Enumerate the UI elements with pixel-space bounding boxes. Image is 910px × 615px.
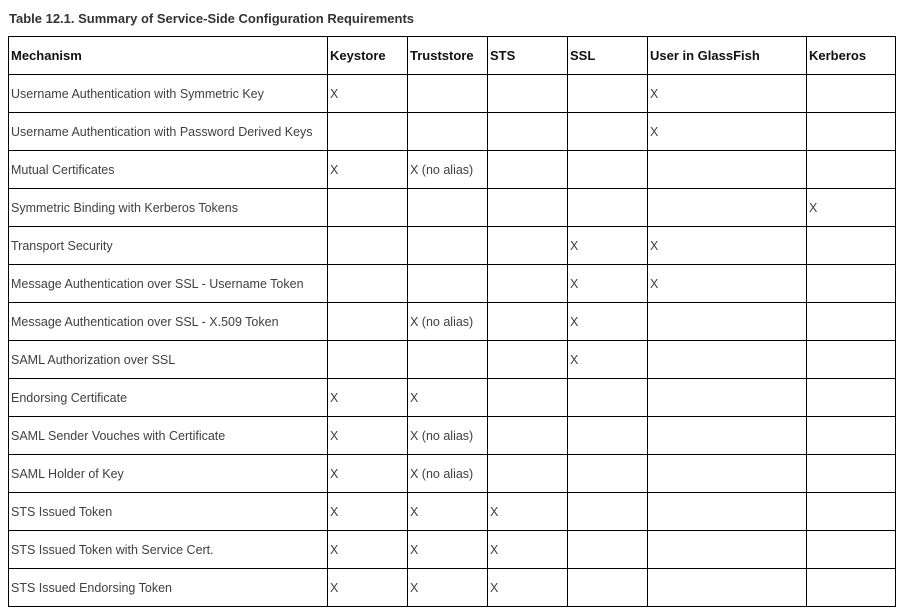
requirement-cell (807, 151, 896, 189)
requirement-cell: X (328, 531, 408, 569)
column-header-ssl: SSL (568, 37, 648, 75)
requirement-cell: X (488, 493, 568, 531)
column-header-user-in-glassfish: User in GlassFish (648, 37, 807, 75)
requirement-cell (408, 75, 488, 113)
table-row (9, 75, 896, 113)
requirement-cell (568, 75, 648, 113)
requirement-cell (807, 493, 896, 531)
mechanism-cell: STS Issued Endorsing Token (9, 569, 328, 607)
requirement-cell (488, 75, 568, 113)
requirement-cell: X (no alias) (408, 151, 488, 189)
requirement-cell: X (568, 303, 648, 341)
mechanism-cell: SAML Holder of Key (9, 455, 328, 493)
requirement-cell: X (328, 493, 408, 531)
requirement-cell (328, 227, 408, 265)
table-row (9, 379, 896, 417)
table-row (9, 303, 896, 341)
table-row (9, 531, 896, 569)
requirement-cell (807, 569, 896, 607)
requirement-cell (648, 189, 807, 227)
requirement-cell (568, 189, 648, 227)
requirement-cell (807, 265, 896, 303)
requirement-cell (488, 379, 568, 417)
requirement-cell (648, 455, 807, 493)
requirement-cell (648, 569, 807, 607)
table-caption: Table 12.1. Summary of Service-Side Configuration Requirements (9, 11, 415, 26)
table-row (9, 227, 896, 265)
mechanism-cell: STS Issued Token (9, 493, 328, 531)
mechanism-cell: Username Authentication with Symmetric Key (9, 75, 328, 113)
table-row (9, 265, 896, 303)
requirement-cell: X (488, 569, 568, 607)
requirement-cell (328, 341, 408, 379)
requirement-cell (488, 151, 568, 189)
requirement-cell (488, 113, 568, 151)
requirement-cell (488, 341, 568, 379)
mechanism-cell: SAML Authorization over SSL (9, 341, 328, 379)
requirement-cell (408, 265, 488, 303)
requirement-cell: X (no alias) (408, 455, 488, 493)
requirement-cell (568, 113, 648, 151)
requirement-cell: X (648, 227, 807, 265)
mechanism-cell: Message Authentication over SSL - Username Token (9, 265, 328, 303)
table-row (9, 341, 896, 379)
requirement-cell (568, 569, 648, 607)
requirement-cell (807, 113, 896, 151)
requirements-table (8, 36, 896, 607)
requirement-cell (807, 531, 896, 569)
requirement-cell (488, 455, 568, 493)
requirement-cell (488, 189, 568, 227)
requirement-cell: X (328, 151, 408, 189)
requirement-cell: X (328, 455, 408, 493)
requirement-cell (568, 455, 648, 493)
requirement-cell (807, 303, 896, 341)
requirement-cell (648, 303, 807, 341)
requirement-cell (408, 341, 488, 379)
mechanism-cell: Transport Security (9, 227, 328, 265)
requirement-cell: X (328, 417, 408, 455)
requirement-cell (568, 151, 648, 189)
column-header-mechanism: Mechanism (9, 37, 328, 75)
table-row (9, 455, 896, 493)
table-body (9, 75, 896, 607)
requirement-cell: X (408, 493, 488, 531)
table-row (9, 417, 896, 455)
requirement-cell: X (568, 227, 648, 265)
requirement-cell: X (648, 265, 807, 303)
requirement-cell: X (328, 75, 408, 113)
requirement-cell (488, 417, 568, 455)
requirement-cell: X (408, 531, 488, 569)
table-row (9, 493, 896, 531)
requirement-cell (568, 493, 648, 531)
table-row (9, 569, 896, 607)
column-header-kerberos: Kerberos (807, 37, 896, 75)
requirement-cell (488, 227, 568, 265)
requirement-cell (568, 531, 648, 569)
requirement-cell (807, 227, 896, 265)
requirement-cell (648, 531, 807, 569)
table-row (9, 113, 896, 151)
requirement-cell (648, 417, 807, 455)
requirement-cell: X (488, 531, 568, 569)
requirement-cell: X (408, 569, 488, 607)
table-row (9, 189, 896, 227)
column-header-truststore: Truststore (408, 37, 488, 75)
requirement-cell: X (807, 189, 896, 227)
requirement-cell (328, 265, 408, 303)
requirement-cell (648, 151, 807, 189)
requirement-cell: X (no alias) (408, 303, 488, 341)
requirement-cell: X (568, 265, 648, 303)
mechanism-cell: Message Authentication over SSL - X.509 Token (9, 303, 328, 341)
mechanism-cell: Mutual Certificates (9, 151, 328, 189)
requirement-cell (328, 113, 408, 151)
requirement-cell (408, 113, 488, 151)
requirement-cell (568, 379, 648, 417)
requirement-cell (408, 189, 488, 227)
requirement-cell: X (408, 379, 488, 417)
requirement-cell: X (no alias) (408, 417, 488, 455)
requirement-cell (648, 379, 807, 417)
mechanism-cell: Endorsing Certificate (9, 379, 328, 417)
column-header-keystore: Keystore (328, 37, 408, 75)
requirement-cell (648, 493, 807, 531)
mechanism-cell: Symmetric Binding with Kerberos Tokens (9, 189, 328, 227)
requirement-cell (488, 265, 568, 303)
requirement-cell (807, 75, 896, 113)
requirement-cell (328, 303, 408, 341)
mechanism-cell: STS Issued Token with Service Cert. (9, 531, 328, 569)
requirement-cell: X (568, 341, 648, 379)
requirement-cell (807, 417, 896, 455)
table-row (9, 151, 896, 189)
mechanism-cell: Username Authentication with Password Derived Keys (9, 113, 328, 151)
requirement-cell (807, 379, 896, 417)
requirement-cell: X (328, 569, 408, 607)
requirement-cell (328, 189, 408, 227)
requirement-cell: X (328, 379, 408, 417)
requirement-cell: X (648, 75, 807, 113)
requirement-cell (568, 417, 648, 455)
requirement-cell (807, 455, 896, 493)
requirement-cell (807, 341, 896, 379)
requirement-cell (408, 227, 488, 265)
mechanism-cell: SAML Sender Vouches with Certificate (9, 417, 328, 455)
requirement-cell (648, 341, 807, 379)
table-header-row (9, 37, 896, 75)
requirement-cell: X (648, 113, 807, 151)
column-header-sts: STS (488, 37, 568, 75)
requirement-cell (488, 303, 568, 341)
